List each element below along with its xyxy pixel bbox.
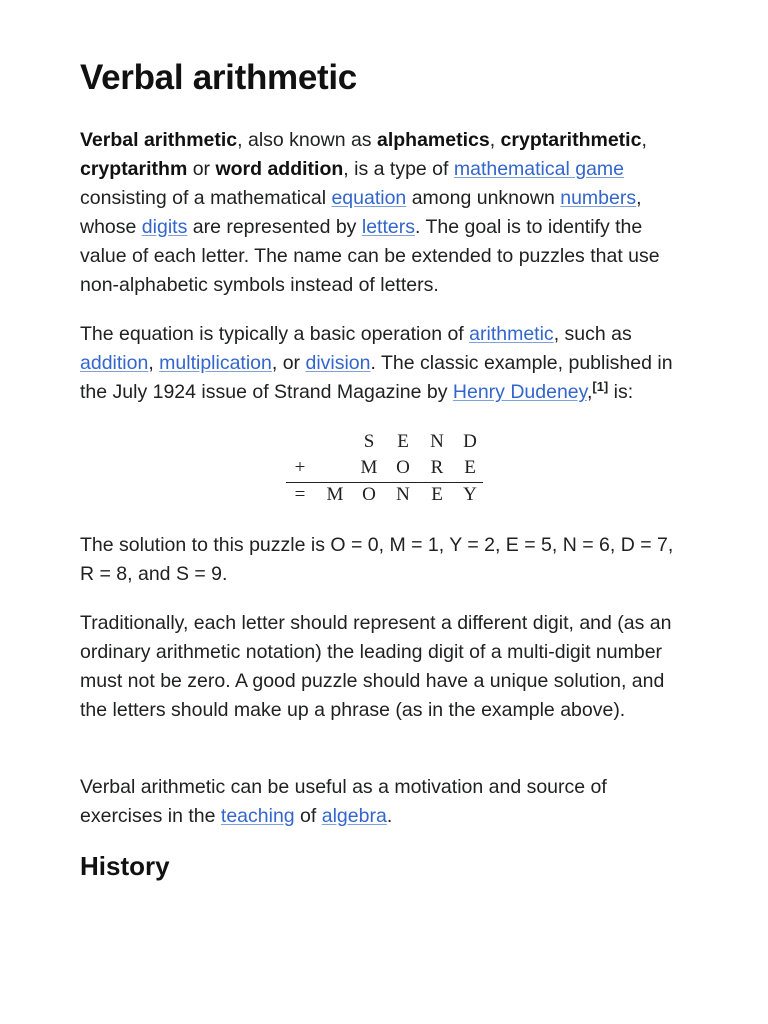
section-heading-history[interactable]: History	[80, 851, 170, 881]
text: Verbal arithmetic can be useful as a motivation and source of exercises in the	[80, 776, 607, 827]
text: . The goal is to identify the value of each letter. The name can be extended to puzzles that use non-alphabetic symbols instead of letters.	[80, 216, 660, 296]
bold-term: alphametics	[376, 129, 490, 151]
text: or	[187, 158, 216, 180]
equation-letter: D	[463, 431, 477, 452]
equation-letter: S	[363, 431, 375, 452]
equation-letter: O	[396, 457, 410, 478]
link-arithmetic[interactable]: arithmetic	[469, 323, 554, 345]
equation-letter: Y	[463, 484, 477, 505]
send-more-money-equation	[80, 425, 690, 515]
bold-term: cryptarithmetic	[500, 129, 642, 151]
link-division[interactable]: division	[305, 352, 371, 374]
bold-term: Verbal arithmetic	[80, 129, 238, 151]
equation-letter: E	[397, 431, 409, 452]
link-henry-dudeney[interactable]: Henry Dudeney	[452, 381, 587, 403]
text: , whose	[80, 187, 642, 238]
text: ,	[148, 352, 160, 374]
equation-letter: E	[431, 484, 443, 505]
equation-letter: N	[430, 431, 444, 452]
link-teaching[interactable]: teaching	[220, 805, 295, 827]
text: consisting of a mathematical	[80, 187, 332, 209]
equation-letter: N	[396, 484, 410, 505]
solution-paragraph: The solution to this puzzle is O = 0, M = 1, Y = 2, E = 5, N = 6, D = 7, R = 8, and S = 9.	[80, 534, 674, 585]
page-title: Verbal arithmetic	[80, 58, 357, 97]
operation-paragraph	[80, 320, 690, 407]
text: . The classic example, published in the July 1924 issue of Strand Magazine by	[80, 352, 673, 403]
link-letters[interactable]: letters	[361, 216, 415, 238]
equation-letter: M	[360, 457, 378, 478]
text: The equation is typically a basic operation of	[80, 323, 470, 345]
text: are represented by	[187, 216, 362, 238]
text: among unknown	[406, 187, 561, 209]
link-mathematical-game[interactable]: mathematical game	[453, 158, 625, 180]
text: , such as	[553, 323, 632, 345]
equation-letter: R	[430, 457, 444, 478]
link-addition[interactable]: addition	[80, 352, 149, 374]
text: ,	[586, 381, 593, 403]
plus-operator: +	[294, 457, 306, 478]
equals-operator: =	[294, 484, 306, 505]
link-multiplication[interactable]: multiplication	[159, 352, 272, 374]
equation-letter: E	[464, 457, 476, 478]
text: ,	[641, 129, 647, 151]
text: , or	[271, 352, 306, 374]
bold-term: word addition	[215, 158, 344, 180]
equation-rule	[286, 482, 483, 483]
link-algebra[interactable]: algebra	[321, 805, 387, 827]
text: of	[294, 805, 322, 827]
text: is:	[608, 381, 634, 403]
intro-paragraph	[80, 126, 690, 300]
bold-term: cryptarithm	[80, 158, 188, 180]
equation-letter: O	[362, 484, 376, 505]
rules-paragraph: Traditionally, each letter should represent a different digit, and (as an ordinary arithmetic notation) the leading digit of a multi-digit number must not be zero. A good puzzle should have a unique solution, and the letters should make up a phrase (as in the example above).	[80, 612, 672, 721]
reference-text: [1]	[592, 379, 609, 394]
text: , is a type of	[343, 158, 454, 180]
link-numbers[interactable]: numbers	[560, 187, 637, 209]
text: .	[386, 805, 393, 827]
link-equation[interactable]: equation	[331, 187, 407, 209]
text: , also known as	[237, 129, 377, 151]
reference-marker[interactable]	[592, 379, 608, 394]
text: ,	[489, 129, 501, 151]
teaching-paragraph	[80, 773, 690, 831]
equation-letter: M	[326, 484, 344, 505]
link-digits[interactable]: digits	[141, 216, 188, 238]
